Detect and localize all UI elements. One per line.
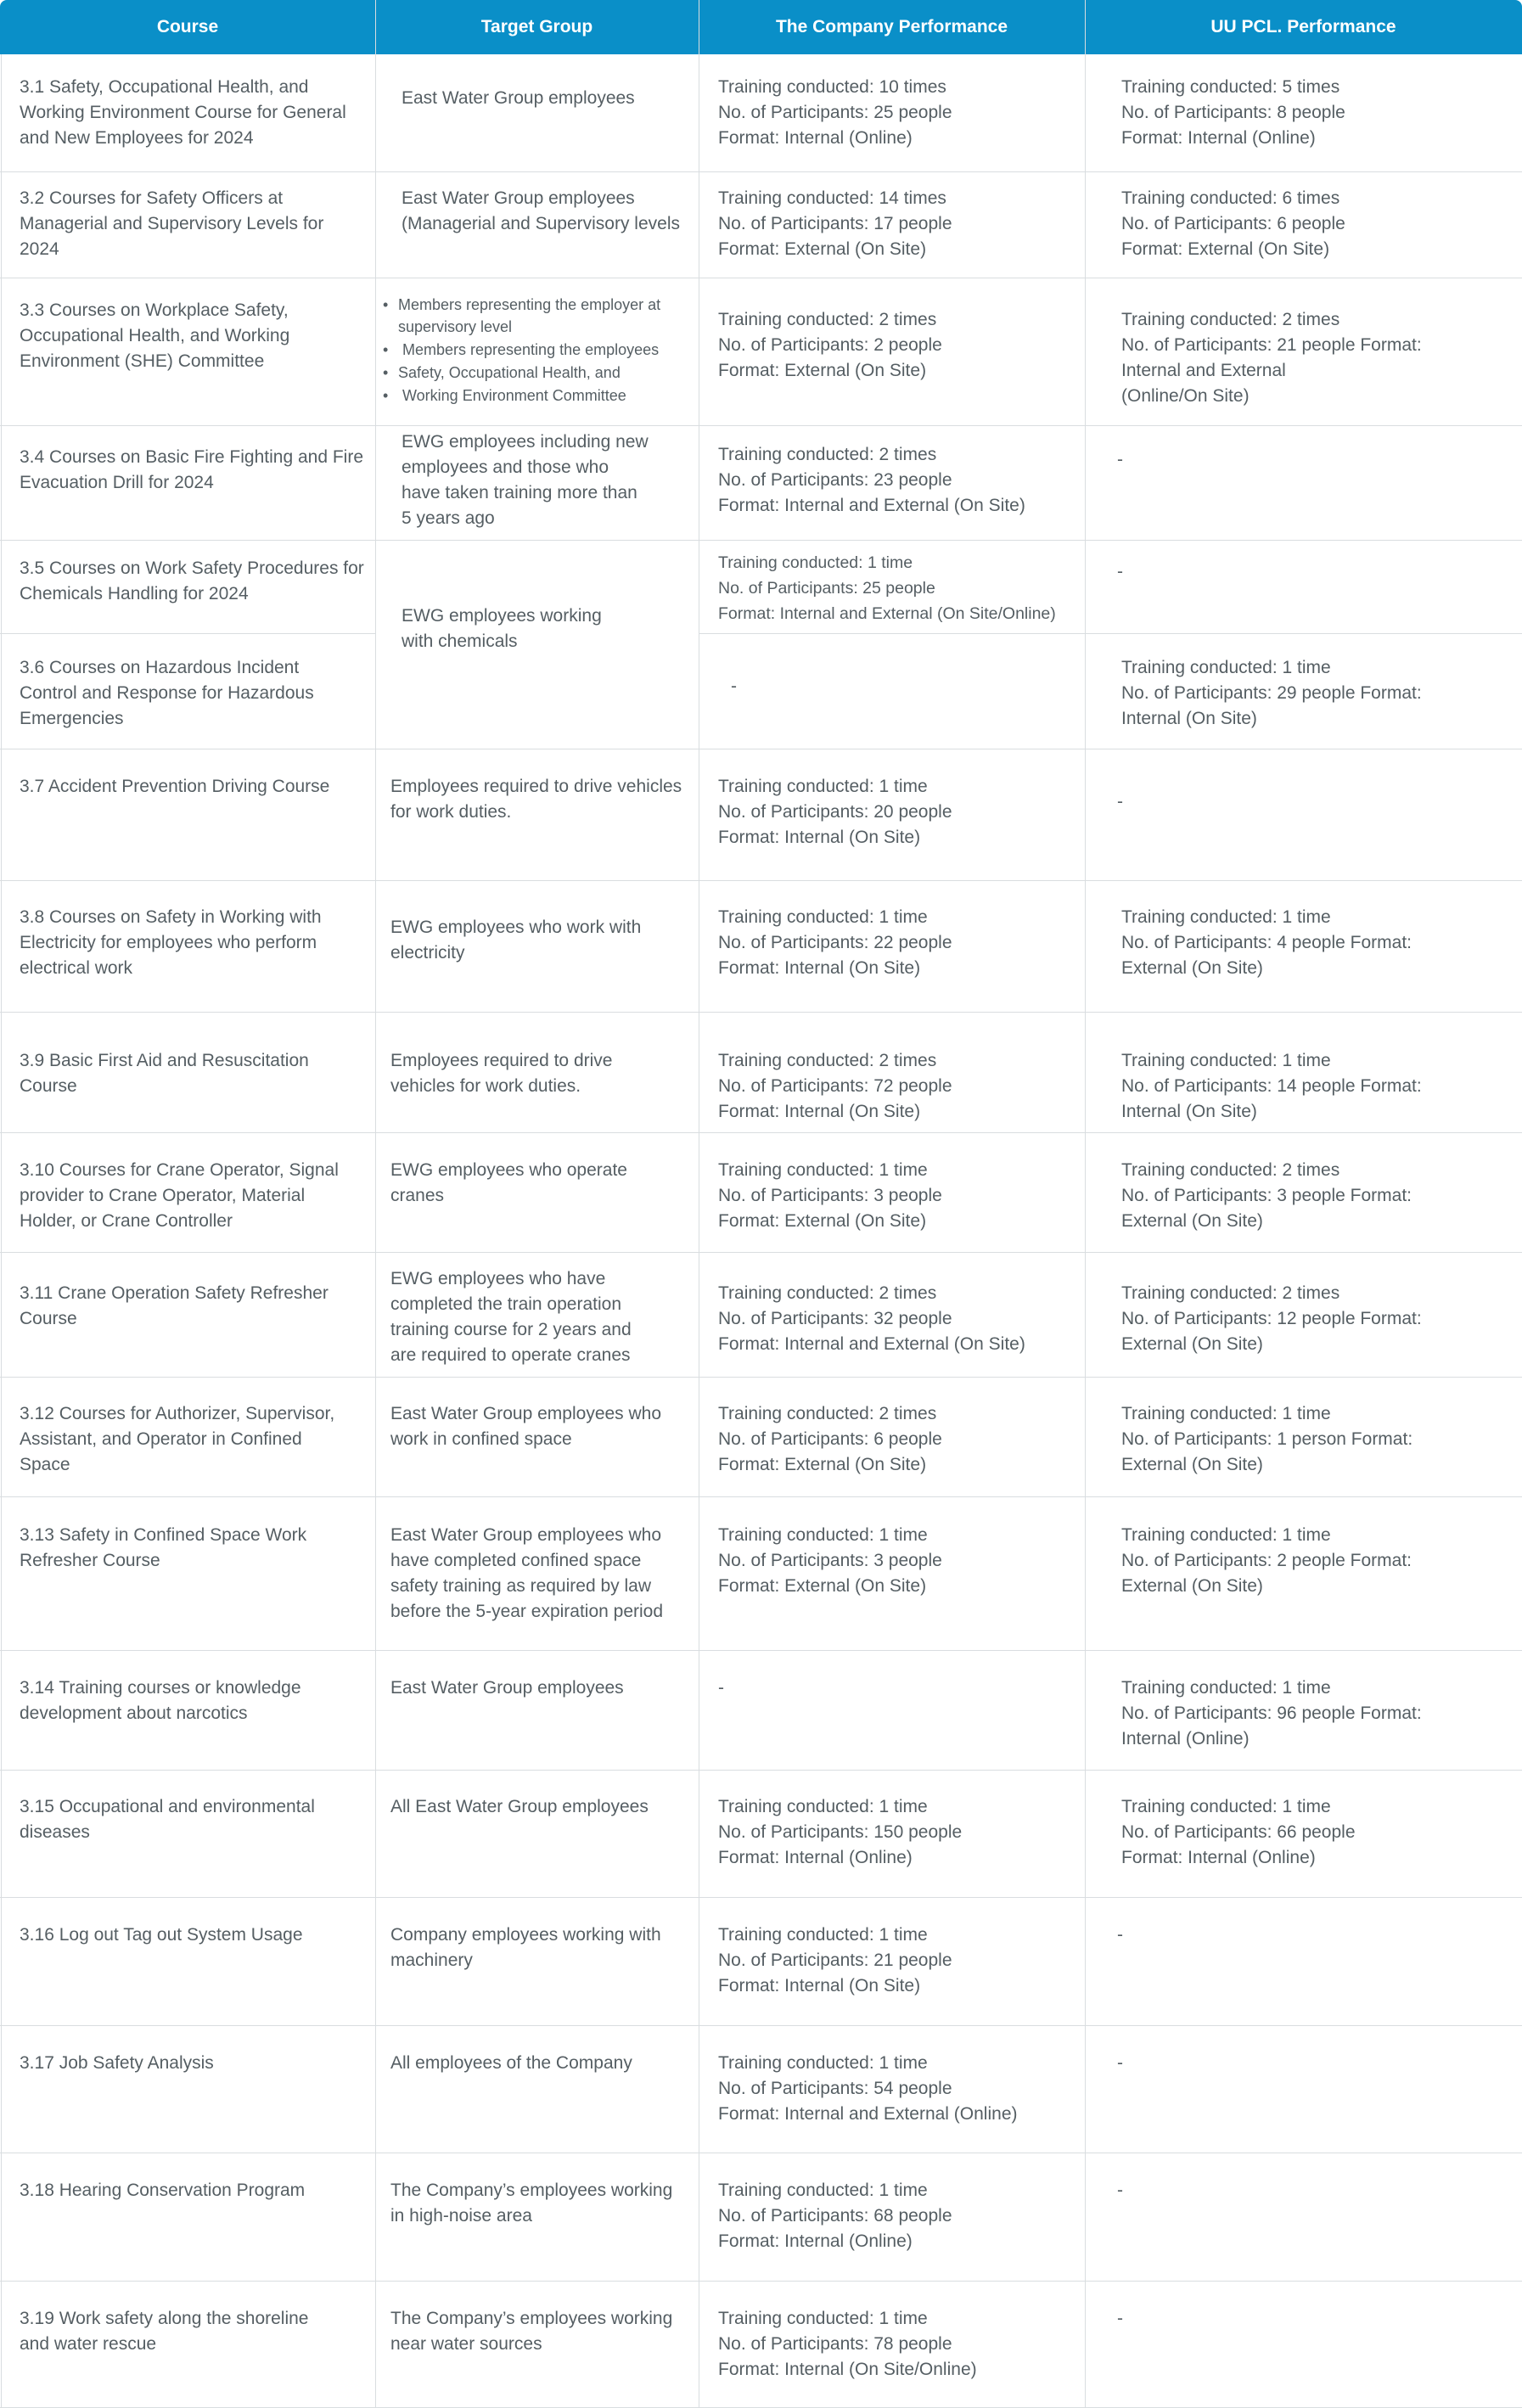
company-performance-cell: Training conducted: 1 time No. of Participants: 78 people Format: Internal (On Site/Online) xyxy=(718,2309,977,2379)
target-group-bullet: Safety, Occupational Health, and xyxy=(398,364,621,381)
company-performance-cell: Training conducted: 1 time No. of Participants: 54 people Format: Internal and External (Online) xyxy=(718,2053,1018,2124)
row-divider xyxy=(0,1770,1522,1771)
course-cell: 3.15 Occupational and environmental diseases xyxy=(20,1797,315,1842)
column-divider xyxy=(1085,0,1086,2407)
row-divider xyxy=(0,425,1522,426)
target-group-bullet: Members representing the employees xyxy=(402,341,660,358)
row-divider xyxy=(0,1377,1522,1378)
company-performance-cell: Training conducted: 2 times No. of Participants: 72 people Format: Internal (On Site) xyxy=(718,1051,952,1121)
course-cell: 3.19 Work safety along the shoreline and water rescue xyxy=(20,2309,309,2354)
target-group-cell: EWG employees including new employees and those who have taken training more than 5 years ago xyxy=(402,432,649,528)
bullet-dot: • xyxy=(383,296,389,313)
company-performance-cell: Training conducted: 10 times No. of Participants: 25 people Format: Internal (Online) xyxy=(718,77,952,148)
course-cell: 3.9 Basic First Aid and Resuscitation Course xyxy=(20,1051,309,1096)
header-cell: UU PCL. Performance xyxy=(1210,17,1396,36)
company-performance-cell: Training conducted: 2 times No. of Participants: 6 people Format: External (On Site) xyxy=(718,1404,942,1474)
target-group-cell: East Water Group employees xyxy=(390,1678,624,1698)
uu-performance-cell: Training conducted: 1 time No. of Participants: 96 people Format: Internal (Online) xyxy=(1121,1678,1422,1748)
company-performance-cell: Training conducted: 1 time No. of Participants: 25 people Format: Internal and External (On Site/Online) xyxy=(718,553,1056,623)
target-group-cell: East Water Group employees who work in confined space xyxy=(390,1404,662,1449)
target-group-cell: All East Water Group employees xyxy=(390,1797,649,1816)
uu-performance-cell: Training conducted: 6 times No. of Participants: 6 people Format: External (On Site) xyxy=(1121,188,1345,259)
row-divider xyxy=(0,1650,1522,1651)
course-cell: 3.3 Courses on Workplace Safety, Occupational Health, and Working Environment (SHE) Committee xyxy=(20,300,290,371)
target-group-bullet: Members representing the employer at xyxy=(398,296,661,313)
uu-performance-cell: - xyxy=(1117,2181,1123,2200)
company-performance-cell: - xyxy=(718,1678,724,1698)
target-group-cell: East Water Group employees who have completed confined space safety training as required by law before the 5-year expiration period xyxy=(390,1525,664,1621)
target-group-bullet: Working Environment Committee xyxy=(402,387,626,404)
course-cell: 3.16 Log out Tag out System Usage xyxy=(20,1925,303,1945)
header-cell: Course xyxy=(156,17,219,36)
bullet-dot: • xyxy=(383,341,389,358)
row-divider xyxy=(0,1496,1522,1497)
course-cell: 3.6 Courses on Hazardous Incident Control and Response for Hazardous Emergencies xyxy=(20,658,314,728)
course-cell: 3.17 Job Safety Analysis xyxy=(20,2053,214,2073)
row-divider xyxy=(0,880,1522,881)
course-cell: 3.11 Crane Operation Safety Refresher Course xyxy=(20,1283,329,1328)
company-performance-cell: - xyxy=(731,676,737,696)
target-group-cell: EWG employees who work with electricity xyxy=(390,918,642,963)
row-divider xyxy=(0,1012,1522,1013)
course-cell: 3.4 Courses on Basic Fire Fighting and Fire Evacuation Drill for 2024 xyxy=(20,447,364,492)
bullet-dot: • xyxy=(383,364,389,381)
course-cell: 3.1 Safety, Occupational Health, and Working Environment Course for General and New Employees for 2024 xyxy=(20,77,346,148)
company-performance-cell: Training conducted: 14 times No. of Participants: 17 people Format: External (On Site) xyxy=(718,188,952,259)
target-group-cell: EWG employees who have completed the train operation training course for 2 years and are required to operate cranes xyxy=(390,1269,632,1365)
row-divider xyxy=(0,2281,1522,2282)
uu-performance-cell: Training conducted: 1 time No. of Participants: 2 people Format: External (On Site) xyxy=(1121,1525,1412,1596)
uu-performance-cell: - xyxy=(1117,792,1123,811)
target-group-cell: The Company’s employees working in high-noise area xyxy=(390,2181,673,2226)
column-divider xyxy=(1,54,2,2407)
target-group-cell: Company employees working with machinery xyxy=(390,1925,661,1970)
row-divider xyxy=(699,633,1522,634)
company-performance-cell: Training conducted: 2 times No. of Participants: 2 people Format: External (On Site) xyxy=(718,310,942,380)
uu-performance-cell: Training conducted: 5 times No. of Participants: 8 people Format: Internal (Online) xyxy=(1121,77,1345,148)
uu-performance-cell: Training conducted: 2 times No. of Participants: 3 people Format: External (On Site) xyxy=(1121,1160,1412,1231)
row-divider xyxy=(0,540,1522,541)
uu-performance-cell: Training conducted: 1 time No. of Participants: 4 people Format: External (On Site) xyxy=(1121,907,1412,978)
uu-performance-cell: Training conducted: 1 time No. of Participants: 29 people Format: Internal (On Site) xyxy=(1121,658,1422,728)
target-group-cell: EWG employees working with chemicals xyxy=(402,606,602,651)
row-divider xyxy=(0,1132,1522,1133)
target-group-cell: The Company’s employees working near water sources xyxy=(390,2309,673,2354)
company-performance-cell: Training conducted: 1 time No. of Participants: 22 people Format: Internal (On Site) xyxy=(718,907,952,978)
course-cell: 3.7 Accident Prevention Driving Course xyxy=(20,777,330,796)
course-cell: 3.5 Courses on Work Safety Procedures for Chemicals Handling for 2024 xyxy=(20,558,364,603)
company-performance-cell: Training conducted: 1 time No. of Participants: 3 people Format: External (On Site) xyxy=(718,1160,942,1231)
company-performance-cell: Training conducted: 1 time No. of Participants: 150 people Format: Internal (Online) xyxy=(718,1797,963,1867)
target-group-cell: Employees required to drive vehicles for work duties. xyxy=(390,1051,613,1096)
course-cell: 3.18 Hearing Conservation Program xyxy=(20,2181,306,2200)
course-cell: 3.12 Courses for Authorizer, Supervisor, Assistant, and Operator in Confined Space xyxy=(20,1404,335,1474)
target-group-cell: East Water Group employees xyxy=(402,88,635,108)
row-divider xyxy=(0,1252,1522,1253)
row-divider xyxy=(0,1897,1522,1898)
uu-performance-cell: Training conducted: 1 time No. of Participants: 1 person Format: External (On Site) xyxy=(1121,1404,1413,1474)
uu-performance-cell: - xyxy=(1117,1925,1123,1945)
company-performance-cell: Training conducted: 2 times No. of Participants: 23 people Format: Internal and External (On Site) xyxy=(718,445,1025,515)
company-performance-cell: Training conducted: 1 time No. of Participants: 20 people Format: Internal (On Site) xyxy=(718,777,952,847)
uu-performance-cell: Training conducted: 1 time No. of Participants: 14 people Format: Internal (On Site) xyxy=(1121,1051,1422,1121)
header-cell: The Company Performance xyxy=(775,17,1008,36)
row-divider xyxy=(0,633,375,634)
bullet-dot: • xyxy=(383,387,389,404)
company-performance-cell: Training conducted: 2 times No. of Participants: 32 people Format: Internal and External (On Site) xyxy=(718,1283,1025,1354)
company-performance-cell: Training conducted: 1 time No. of Participants: 68 people Format: Internal (Online) xyxy=(718,2181,952,2251)
uu-performance-cell: Training conducted: 1 time No. of Participants: 66 people Format: Internal (Online) xyxy=(1121,1797,1356,1867)
uu-performance-cell: - xyxy=(1117,2309,1123,2328)
uu-performance-cell: - xyxy=(1117,562,1123,581)
row-divider xyxy=(0,171,1522,172)
header-cell: Target Group xyxy=(480,17,593,36)
course-cell: 3.13 Safety in Confined Space Work Refresher Course xyxy=(20,1525,307,1570)
company-performance-cell: Training conducted: 1 time No. of Participants: 3 people Format: External (On Site) xyxy=(718,1525,942,1596)
company-performance-cell: Training conducted: 1 time No. of Participants: 21 people Format: Internal (On Site) xyxy=(718,1925,952,1995)
column-divider xyxy=(375,0,376,2407)
target-group-cell: East Water Group employees (Managerial and Supervisory levels xyxy=(402,188,680,233)
uu-performance-cell: Training conducted: 2 times No. of Participants: 12 people Format: External (On Site) xyxy=(1121,1283,1422,1354)
target-group-bullet: supervisory level xyxy=(398,318,513,335)
uu-performance-cell: - xyxy=(1117,450,1123,469)
target-group-cell: Employees required to drive vehicles for work duties. xyxy=(390,777,682,822)
target-group-cell: All employees of the Company xyxy=(390,2053,632,2073)
course-cell: 3.10 Courses for Crane Operator, Signal provider to Crane Operator, Material Holder, or Crane Controller xyxy=(20,1160,339,1231)
target-group-cell: EWG employees who operate cranes xyxy=(390,1160,627,1205)
course-cell: 3.14 Training courses or knowledge development about narcotics xyxy=(20,1678,301,1723)
uu-performance-cell: - xyxy=(1117,2053,1123,2073)
course-cell: 3.2 Courses for Safety Officers at Managerial and Supervisory Levels for 2024 xyxy=(20,188,324,259)
row-divider xyxy=(0,2025,1522,2026)
uu-performance-cell: Training conducted: 2 times No. of Participants: 21 people Format: Internal and External (Online/On Site) xyxy=(1121,310,1422,406)
course-cell: 3.8 Courses on Safety in Working with Electricity for employees who perform electrical work xyxy=(20,907,322,978)
